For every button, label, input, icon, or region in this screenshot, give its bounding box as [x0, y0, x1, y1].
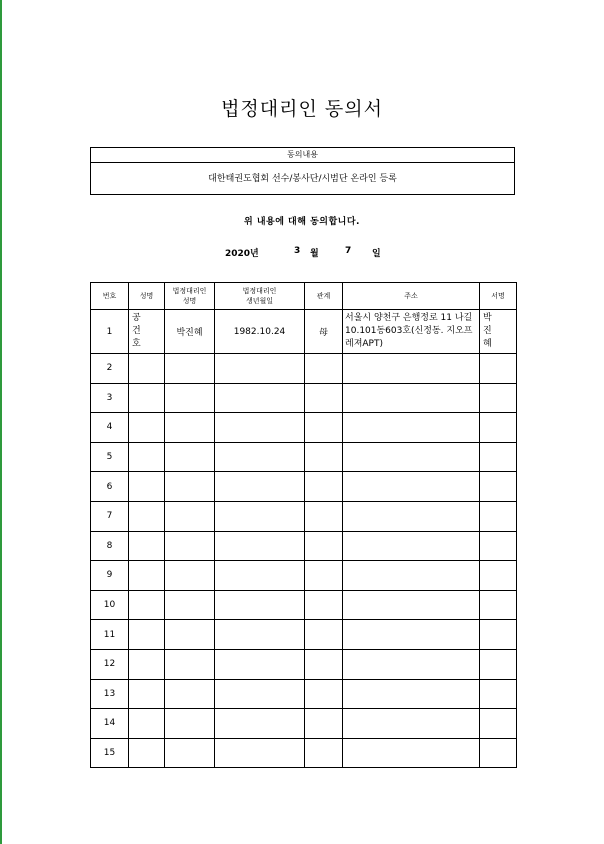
cell-relation[interactable] [305, 709, 343, 739]
cell-guardian-name[interactable] [165, 472, 215, 502]
table-row [91, 354, 517, 384]
table-row [91, 738, 517, 768]
table-row [91, 501, 517, 531]
cell-guardian-birth[interactable] [215, 679, 305, 709]
header-name: 성명 [129, 283, 165, 310]
cell-relation[interactable] [305, 620, 343, 650]
cell-signature[interactable] [480, 620, 517, 650]
table-row [91, 472, 517, 502]
cell-name[interactable] [129, 531, 165, 561]
cell-guardian-birth[interactable] [215, 620, 305, 650]
cell-guardian-name[interactable] [165, 620, 215, 650]
cell-guardian-birth[interactable] [215, 354, 305, 384]
cell-number[interactable]: 10 [91, 590, 129, 620]
cell-number[interactable]: 12 [91, 649, 129, 679]
cell-guardian-name[interactable] [165, 383, 215, 413]
cell-relation[interactable] [305, 442, 343, 472]
table-row [91, 531, 517, 561]
cell-signature[interactable] [480, 738, 517, 768]
cell-signature[interactable] [480, 442, 517, 472]
cell-relation[interactable] [305, 649, 343, 679]
cell-name[interactable] [129, 561, 165, 591]
cell-address[interactable] [343, 413, 480, 443]
cell-number[interactable]: 15 [91, 738, 129, 768]
cell-guardian-name[interactable] [165, 442, 215, 472]
table-row [91, 590, 517, 620]
cell-signature[interactable] [480, 679, 517, 709]
table-row [91, 709, 517, 739]
cell-guardian-birth[interactable] [215, 442, 305, 472]
cell-number[interactable]: 13 [91, 679, 129, 709]
cell-address[interactable] [343, 679, 480, 709]
cell-guardian-birth[interactable] [215, 590, 305, 620]
cell-signature[interactable]: 박 진 혜 [480, 310, 517, 354]
cell-guardian-name[interactable] [165, 709, 215, 739]
table-row [91, 649, 517, 679]
cell-number[interactable]: 3 [91, 383, 129, 413]
cell-guardian-name[interactable] [165, 531, 215, 561]
date-day-value: 7 [345, 246, 352, 256]
header-number: 번호 [91, 283, 129, 310]
cell-relation[interactable]: 母 [305, 310, 343, 354]
cell-signature[interactable] [480, 383, 517, 413]
header-signature: 서명 [480, 283, 517, 310]
cell-name[interactable] [129, 472, 165, 502]
cell-guardian-birth[interactable] [215, 649, 305, 679]
cell-address[interactable] [343, 442, 480, 472]
cell-guardian-name[interactable] [165, 649, 215, 679]
cell-guardian-name[interactable] [165, 561, 215, 591]
cell-address[interactable] [343, 354, 480, 384]
cell-guardian-name[interactable] [165, 590, 215, 620]
page-edge-line [0, 0, 2, 844]
cell-signature[interactable] [480, 709, 517, 739]
cell-number[interactable]: 7 [91, 501, 129, 531]
header-guardian-name: 법정대리인 성명 [165, 283, 215, 310]
table-row [91, 442, 517, 472]
cell-number[interactable]: 8 [91, 531, 129, 561]
cell-guardian-birth[interactable] [215, 413, 305, 443]
cell-address[interactable] [343, 383, 480, 413]
cell-name[interactable] [129, 679, 165, 709]
cell-number[interactable]: 6 [91, 472, 129, 502]
cell-name[interactable] [129, 620, 165, 650]
header-relation: 관계 [305, 283, 343, 310]
cell-guardian-name[interactable] [165, 738, 215, 768]
cell-address[interactable] [343, 501, 480, 531]
cell-relation[interactable] [305, 738, 343, 768]
table-row [91, 620, 517, 650]
cell-guardian-birth[interactable] [215, 383, 305, 413]
cell-relation[interactable] [305, 679, 343, 709]
cell-address[interactable] [343, 561, 480, 591]
table-row [91, 413, 517, 443]
table-row [91, 310, 517, 354]
cell-name[interactable] [129, 501, 165, 531]
date-month-unit: 월 [310, 249, 319, 259]
cell-name[interactable] [129, 649, 165, 679]
agreement-text: 위 내용에 대해 동의합니다. [244, 217, 360, 227]
table-header-row [91, 283, 517, 310]
cell-address[interactable] [343, 620, 480, 650]
cell-guardian-name[interactable] [165, 413, 215, 443]
cell-signature[interactable] [480, 413, 517, 443]
cell-signature[interactable] [480, 649, 517, 679]
cell-number[interactable]: 9 [91, 561, 129, 591]
cell-address[interactable]: 서울시 양천구 은행정로 11 나길10.101동603호(신정동. 지오프레져APT) [343, 310, 480, 354]
cell-signature[interactable] [480, 590, 517, 620]
cell-name[interactable] [129, 738, 165, 768]
cell-name[interactable] [129, 383, 165, 413]
signature-table [90, 282, 517, 768]
cell-guardian-birth[interactable] [215, 472, 305, 502]
date-day-unit: 일 [372, 249, 381, 259]
cell-number[interactable]: 5 [91, 442, 129, 472]
cell-guardian-birth[interactable] [215, 709, 305, 739]
cell-name[interactable] [129, 590, 165, 620]
consent-box [90, 147, 515, 195]
cell-address[interactable] [343, 738, 480, 768]
table-row [91, 383, 517, 413]
table-row [91, 679, 517, 709]
date-year: 2020년 [225, 249, 259, 259]
consent-header: 동의내용 [91, 148, 514, 163]
cell-guardian-name[interactable] [165, 354, 215, 384]
cell-signature[interactable] [480, 472, 517, 502]
cell-signature[interactable] [480, 501, 517, 531]
table-row [91, 561, 517, 591]
cell-signature[interactable] [480, 354, 517, 384]
cell-number[interactable]: 2 [91, 354, 129, 384]
cell-signature[interactable] [480, 531, 517, 561]
cell-guardian-name[interactable] [165, 679, 215, 709]
cell-name[interactable] [129, 413, 165, 443]
cell-address[interactable] [343, 590, 480, 620]
cell-relation[interactable] [305, 354, 343, 384]
cell-relation[interactable] [305, 472, 343, 502]
cell-number[interactable]: 11 [91, 620, 129, 650]
cell-guardian-birth[interactable] [215, 531, 305, 561]
cell-relation[interactable] [305, 501, 343, 531]
cell-name[interactable]: 공 건 호 [129, 310, 165, 354]
cell-name[interactable] [129, 709, 165, 739]
cell-signature[interactable] [480, 561, 517, 591]
cell-guardian-name[interactable] [165, 501, 215, 531]
consent-content: 대한태권도협회 선수/봉사단/시범단 온라인 등록 [208, 174, 397, 184]
document-title: 법정대리인 동의서 [221, 98, 383, 120]
cell-guardian-birth[interactable]: 1982.10.24 [215, 310, 305, 354]
cell-guardian-birth[interactable] [215, 561, 305, 591]
cell-guardian-birth[interactable] [215, 738, 305, 768]
cell-number[interactable]: 14 [91, 709, 129, 739]
cell-address[interactable] [343, 531, 480, 561]
cell-relation[interactable] [305, 383, 343, 413]
cell-name[interactable] [129, 354, 165, 384]
cell-address[interactable] [343, 472, 480, 502]
cell-address[interactable] [343, 709, 480, 739]
cell-address[interactable] [343, 649, 480, 679]
cell-relation[interactable] [305, 413, 343, 443]
cell-relation[interactable] [305, 531, 343, 561]
header-address: 주소 [343, 283, 480, 310]
cell-guardian-birth[interactable] [215, 501, 305, 531]
date-month-value: 3 [294, 246, 301, 256]
cell-name[interactable] [129, 442, 165, 472]
cell-number[interactable]: 4 [91, 413, 129, 443]
cell-relation[interactable] [305, 561, 343, 591]
cell-relation[interactable] [305, 590, 343, 620]
cell-number[interactable]: 1 [91, 310, 129, 354]
cell-guardian-name[interactable]: 박진혜 [165, 310, 215, 354]
header-guardian-birth: 법정대리인 생년월일 [215, 283, 305, 310]
